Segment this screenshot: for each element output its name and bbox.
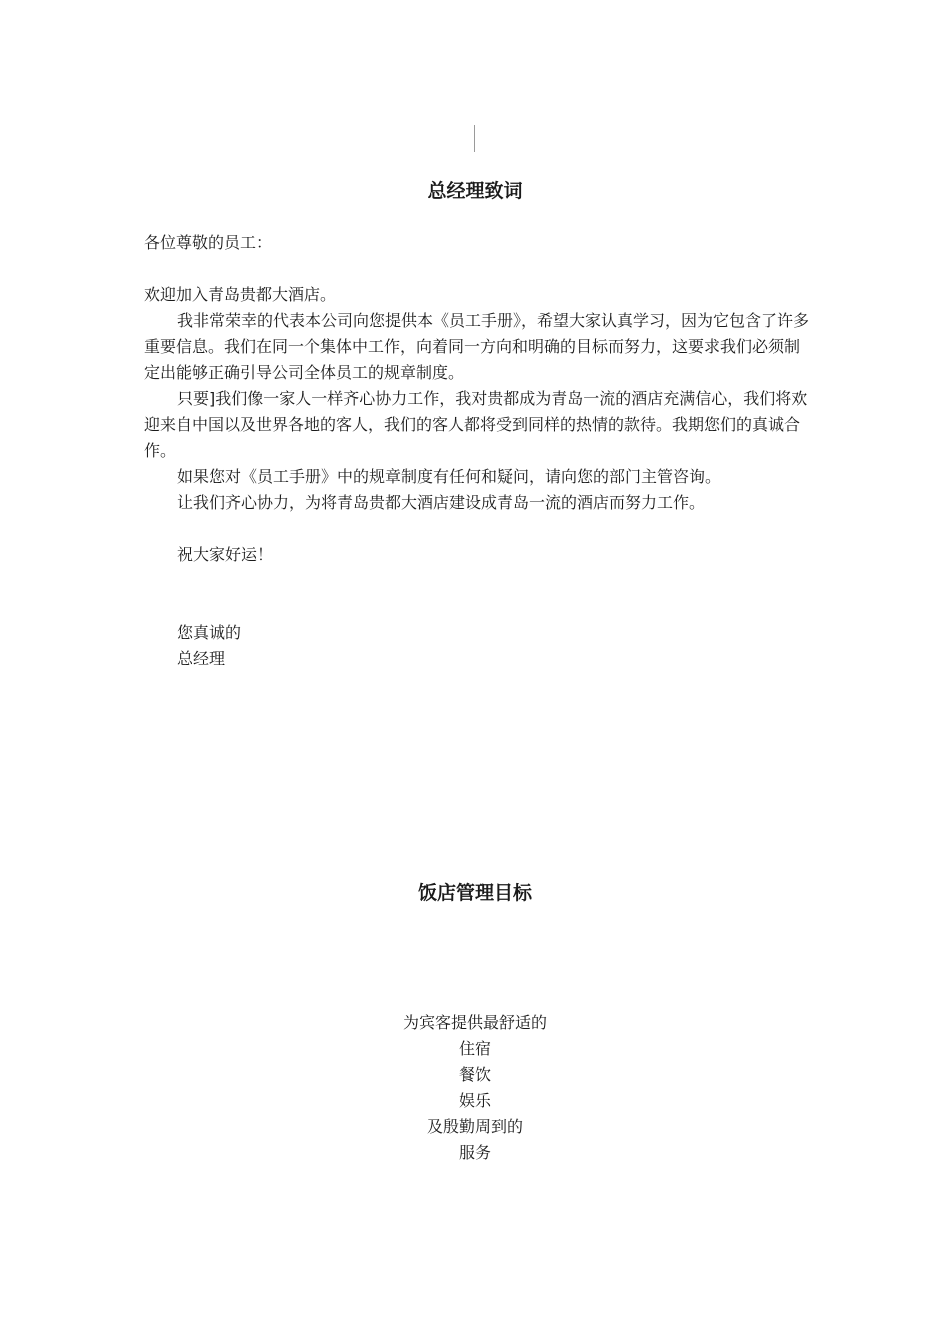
- paragraph-1: 我非常荣幸的代表本公司向您提供本《员工手册》，希望大家认真学习，因为它包含了许多重要信息。我们在同一个集体中工作，向着同一方向和明确的目标而努力，这要求我们必须制定出能够正确引导公司全体员工的规章制度。: [144, 311, 810, 382]
- paragraph-2: 只要]我们像一家人一样齐心协力工作，我对贵都成为青岛一流的酒店充满信心，我们将欢迎来自中国以及世界各地的客人，我们的客人都将受到同样的热情的款待。我期您们的真诚合作。: [144, 389, 808, 460]
- signature-line: 总经理: [177, 649, 226, 668]
- goal-line: 娱乐: [458, 1091, 491, 1110]
- goal-line: 为宾客提供最舒适的: [402, 1013, 547, 1032]
- paragraph-4: 让我们齐心协力，为将青岛贵都大酒店建设成青岛一流的酒店而努力工作。: [177, 493, 706, 512]
- wish-line: 祝大家好运！: [177, 545, 274, 564]
- blank-line: [144, 516, 809, 542]
- closing-line: 您真诚的: [177, 623, 242, 642]
- goals-list: [0, 1010, 950, 1166]
- letter-title: 总经理致词: [427, 180, 523, 202]
- paragraph-3: 如果您对《员工手册》中的规章制度有任何和疑问，请向您的部门主管咨询。: [177, 467, 722, 486]
- goal-line: 及殷勤周到的: [426, 1117, 523, 1136]
- blank-line: [144, 568, 809, 620]
- blank-line: [144, 256, 809, 282]
- welcome-line: 欢迎加入青岛贵都大酒店。: [144, 285, 337, 304]
- page-header-mark: [474, 125, 475, 152]
- goal-line: 餐饮: [458, 1065, 491, 1084]
- goal-line: 服务: [458, 1143, 491, 1162]
- goals-title: 饭店管理目标: [417, 882, 532, 904]
- goal-line: 住宿: [458, 1039, 491, 1058]
- greeting: 各位尊敬的员工：: [144, 233, 273, 252]
- letter-body: [144, 230, 809, 672]
